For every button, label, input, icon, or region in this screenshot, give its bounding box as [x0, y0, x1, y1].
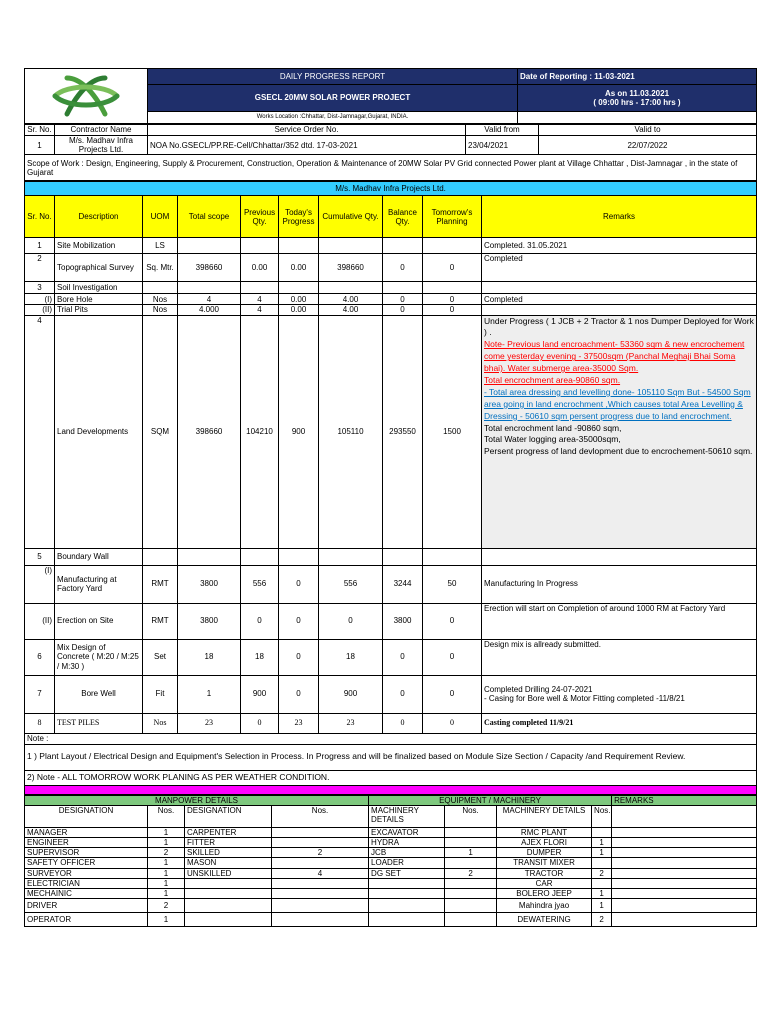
remark-line: Persent progress of land devlopment due to encrochement-50610 sqm.: [484, 446, 753, 457]
machinery-2: DEWATERING: [497, 913, 592, 927]
remark-note-blue: - Total area dressing and levelling done- 105110 Sqm But - 54500 Sqm area going in land encrochment ,Which causes total Area Levelling & Dressing - 50610 sqm persent progress due to land encrochment.: [484, 386, 751, 421]
row-remarks: Completed: [482, 294, 757, 305]
notes-label: Note :: [25, 733, 757, 744]
row-cum: 0: [319, 603, 383, 639]
reporting-hours: ( 09:00 hrs - 17:00 hrs ): [593, 98, 681, 108]
valid-to-header: Valid to: [539, 125, 757, 136]
leaf-logo-icon: [47, 70, 125, 122]
service-order-no: NOA No.GSECL/PP.RE-Cell/Chhattar/352 dtd. 17-03-2021: [148, 136, 466, 155]
row-tom: 0: [423, 305, 482, 315]
row-total: 4: [178, 294, 241, 305]
row-tom: 0: [423, 294, 482, 305]
resource-row: [25, 837, 757, 847]
remarks-title: REMARKS: [612, 795, 757, 805]
resource-row: [25, 913, 757, 927]
machinery: LOADER: [369, 858, 445, 868]
table-row: [25, 315, 757, 548]
nos-2: [272, 913, 369, 927]
designation-2: MASON: [185, 858, 272, 868]
row-remarks: Completed: [482, 254, 757, 282]
col-tomorrow: Tomorrow's Planning: [423, 196, 482, 238]
row-srno: 3: [25, 282, 55, 294]
report-title: DAILY PROGRESS REPORT: [148, 69, 518, 85]
row-total: [178, 238, 241, 254]
remarks-cell: [612, 913, 757, 927]
machinery-2: TRANSIT MIXER: [497, 858, 592, 868]
designation: MANAGER: [25, 827, 148, 837]
row-bal: 0: [383, 639, 423, 675]
row-description: Trial Pits: [55, 305, 143, 315]
machinery: [369, 899, 445, 913]
remarks-cell: [612, 827, 757, 837]
machinery-2: AJEX FLORI: [497, 837, 592, 847]
row-uom: Nos: [143, 294, 178, 305]
col-balance: Balance Qty.: [383, 196, 423, 238]
company-banner: M/s. Madhav Infra Projects Ltd.: [25, 182, 757, 196]
machinery-nos-2: 2: [592, 868, 612, 878]
row-cum: 398660: [319, 254, 383, 282]
machinery-header: MACHINERY DETAILS: [369, 805, 445, 827]
remarks-cell: [612, 888, 757, 898]
row-today: [279, 238, 319, 254]
row-today: 900: [279, 315, 319, 548]
row-tom: 0: [423, 254, 482, 282]
row-prev: [241, 238, 279, 254]
nos-header-2: Nos.: [272, 805, 369, 827]
row-description: Boundary Wall: [55, 548, 143, 565]
designation: SUPERVISOR: [25, 848, 148, 858]
row-today: 0: [279, 565, 319, 603]
row-bal: 0: [383, 713, 423, 733]
nos-2: [272, 888, 369, 898]
col-today: Today's Progress: [279, 196, 319, 238]
row-bal: 293550: [383, 315, 423, 548]
nos-2: 4: [272, 868, 369, 878]
row-prev: 0.00: [241, 254, 279, 282]
machinery-nos-2: 1: [592, 837, 612, 847]
row-total: 4.000: [178, 305, 241, 315]
valid-from-header: Valid from: [466, 125, 539, 136]
machinery-nos: [445, 878, 497, 888]
logo-cell: [25, 69, 148, 124]
row-description: TEST PILES: [55, 713, 143, 733]
progress-report-sheet: [24, 68, 756, 927]
nos: 1: [148, 888, 185, 898]
service-order-header: Service Order No.: [148, 125, 466, 136]
works-location: Works Location :Chhattar, Dist-Jamnagar,Gujarat, INDIA.: [148, 111, 518, 123]
designation: ENGINEER: [25, 837, 148, 847]
machinery-nos: 2: [445, 868, 497, 878]
row-srno: (I): [25, 565, 55, 603]
project-title: GSECL 20MW SOLAR POWER PROJECT: [148, 85, 518, 111]
row-uom: Nos: [143, 305, 178, 315]
machinery-nos: [445, 899, 497, 913]
remark-note-red: Total encrochment area-90860 sqm.: [484, 375, 621, 386]
machinery-nos-2: [592, 878, 612, 888]
row-remarks: Casting completed 11/9/21: [482, 713, 757, 733]
resource-row: [25, 888, 757, 898]
remark-line: Under Progress ( 1 JCB + 2 Tractor & 1 nos Dumper Deployed for Work ) .: [484, 315, 754, 338]
designation: OPERATOR: [25, 913, 148, 927]
machinery-header-2: MACHINERY DETAILS: [497, 805, 592, 827]
row-today: 0: [279, 675, 319, 713]
table-row: [25, 282, 757, 294]
scope-of-work: Scope of Work : Design, Engineering, Supply & Procurement, Construction, Operation & Maintenance of 20MW Solar PV Grid connected Power plant at Village Chhattar , Dist-Jamnagar , in the state of Gujarat: [25, 155, 757, 181]
row-prev: 18: [241, 639, 279, 675]
nos: 1: [148, 868, 185, 878]
row-prev: 0: [241, 603, 279, 639]
date-of-reporting: Date of Reporting : 11-03-2021: [518, 69, 757, 85]
row-tom: 0: [423, 713, 482, 733]
remarks-cell: [612, 848, 757, 858]
row-remarks: [482, 315, 757, 548]
designation: ELECTRICIAN: [25, 878, 148, 888]
row-prev: 556: [241, 565, 279, 603]
row-uom: Nos: [143, 713, 178, 733]
resource-row: [25, 899, 757, 913]
row-uom: RMT: [143, 565, 178, 603]
row-today: 0.00: [279, 294, 319, 305]
row-total: 3800: [178, 565, 241, 603]
note-1: 1 ) Plant Layout / Electrical Design and Equipment's Selection in Process. In Progress and will be finalized based on Module Size Section / Capacity /and Requirement Review.: [25, 744, 757, 770]
row-cum: 105110: [319, 315, 383, 548]
row-description: Topographical Survey: [55, 254, 143, 282]
row-tom: 0: [423, 603, 482, 639]
col-total-scope: Total scope: [178, 196, 241, 238]
table-row: [25, 305, 757, 315]
row-srno: (I): [25, 294, 55, 305]
row-prev: 4: [241, 294, 279, 305]
machinery: [369, 878, 445, 888]
designation: SAFETY OFFICER: [25, 858, 148, 868]
col-previous: Previous Qty.: [241, 196, 279, 238]
row-bal: [383, 238, 423, 254]
resource-row: [25, 848, 757, 858]
col-srno: Sr. No.: [25, 196, 55, 238]
remark-note-red: Note- Previous land encroachment- 53360 sqm & new encrochement come yesterday evening - 37500sqm (Panchal Meghaji Bhai Soma bhai). Water submerge area-35000 Sqm.: [484, 339, 745, 374]
nos: 1: [148, 858, 185, 868]
nos-2: 2: [272, 848, 369, 858]
row-srno: (II): [25, 305, 55, 315]
machinery: JCB: [369, 848, 445, 858]
machinery-nos-header: Nos.: [445, 805, 497, 827]
note-2: 2) Note - ALL TOMORROW WORK PLANING AS PER WEATHER CONDITION.: [25, 770, 757, 785]
row-cum: 900: [319, 675, 383, 713]
row-today: 0.00: [279, 305, 319, 315]
row-prev: 0: [241, 713, 279, 733]
remarks-cell: [612, 837, 757, 847]
resource-row: [25, 868, 757, 878]
row-remarks: [482, 305, 757, 315]
valid-from: 23/04/2021: [466, 136, 539, 155]
machinery-2: DUMPER: [497, 848, 592, 858]
contract-srno-header: Sr. No.: [25, 125, 55, 136]
machinery-nos: [445, 913, 497, 927]
remarks-cell: [612, 878, 757, 888]
designation-2: SKILLED: [185, 848, 272, 858]
row-cum: 4.00: [319, 294, 383, 305]
row-prev: 4: [241, 305, 279, 315]
table-row: [25, 294, 757, 305]
as-on-label: As on 11.03.2021: [604, 88, 670, 98]
row-remarks: Manufacturing In Progress: [482, 565, 757, 603]
designation-2: UNSKILLED: [185, 868, 272, 878]
row-total: 3800: [178, 603, 241, 639]
machinery-nos: 1: [445, 848, 497, 858]
remarks-cell: [612, 899, 757, 913]
nos: 2: [148, 848, 185, 858]
nos-2: [272, 827, 369, 837]
manpower-title: MANPOWER DETAILS: [25, 795, 369, 805]
nos: 1: [148, 913, 185, 927]
machinery-nos: [445, 827, 497, 837]
row-srno: 1: [25, 238, 55, 254]
row-description: Mix Design of Concrete ( M:20 / M:25 / M:30 ): [55, 639, 143, 675]
machinery: [369, 888, 445, 898]
nos-2: [272, 878, 369, 888]
remark-line: Total Water logging area-35000sqm,: [484, 434, 621, 445]
row-uom: Set: [143, 639, 178, 675]
nos-2: [272, 899, 369, 913]
resource-row: [25, 858, 757, 868]
row-uom: RMT: [143, 603, 178, 639]
row-tom: 0: [423, 675, 482, 713]
table-row: [25, 603, 757, 639]
machinery-nos-header-2: Nos.: [592, 805, 612, 827]
row-srno: 5: [25, 548, 55, 565]
row-srno: 8: [25, 713, 55, 733]
designation-2: [185, 913, 272, 927]
remarks-cell: [612, 858, 757, 868]
row-today: 0: [279, 603, 319, 639]
row-remarks: Design mix is allready submitted.: [482, 639, 757, 675]
row-uom: Fit: [143, 675, 178, 713]
row-srno: 6: [25, 639, 55, 675]
remarks-cell: [612, 868, 757, 878]
nos-2: [272, 858, 369, 868]
row-tom: 0: [423, 639, 482, 675]
equipment-title: EQUIPMENT / MACHINERY: [369, 795, 612, 805]
table-row: [25, 238, 757, 254]
as-on-date: [518, 85, 757, 111]
designation-2: [185, 888, 272, 898]
row-prev: 104210: [241, 315, 279, 548]
designation: DRIVER: [25, 899, 148, 913]
machinery-nos: [445, 837, 497, 847]
machinery-2: BOLERO JEEP: [497, 888, 592, 898]
contractor-name: M/s. Madhav Infra Projects Ltd.: [55, 136, 148, 155]
progress-table: [24, 181, 757, 794]
remark-line: Total encrochment land -90860 sqm,: [484, 422, 622, 433]
machinery-nos: [445, 888, 497, 898]
row-prev: 900: [241, 675, 279, 713]
row-uom: Sq. Mtr.: [143, 254, 178, 282]
resource-row: [25, 878, 757, 888]
table-row: [25, 675, 757, 713]
machinery-nos: [445, 858, 497, 868]
row-total: 1: [178, 675, 241, 713]
contract-srno: 1: [25, 136, 55, 155]
row-total: 23: [178, 713, 241, 733]
row-description: Site Mobilization: [55, 238, 143, 254]
row-total: 18: [178, 639, 241, 675]
col-remarks: Remarks: [482, 196, 757, 238]
table-row: [25, 713, 757, 733]
machinery-nos-2: [592, 858, 612, 868]
machinery-2: RMC PLANT: [497, 827, 592, 837]
row-srno: 7: [25, 675, 55, 713]
row-srno: (II): [25, 603, 55, 639]
row-bal: 3244: [383, 565, 423, 603]
row-cum: 4.00: [319, 305, 383, 315]
resources-table: [24, 795, 757, 928]
row-tom: 1500: [423, 315, 482, 548]
row-total: 398660: [178, 315, 241, 548]
nos: 2: [148, 899, 185, 913]
machinery: EXCAVATOR: [369, 827, 445, 837]
designation-header-2: DESIGNATION: [185, 805, 272, 827]
col-description: Description: [55, 196, 143, 238]
nos-2: [272, 837, 369, 847]
row-bal: 0: [383, 294, 423, 305]
row-remarks: Completed Drilling 24-07-2021 - Casing for Bore well & Motor Fitting completed -11/8/21: [482, 675, 757, 713]
resource-row: [25, 827, 757, 837]
designation-header: DESIGNATION: [25, 805, 148, 827]
row-cum: 18: [319, 639, 383, 675]
machinery-nos-2: [592, 827, 612, 837]
machinery: DG SET: [369, 868, 445, 878]
row-today: 0.00: [279, 254, 319, 282]
machinery-nos-2: 1: [592, 899, 612, 913]
table-row: [25, 254, 757, 282]
row-bal: 0: [383, 254, 423, 282]
nos: 1: [148, 827, 185, 837]
col-cumulative: Cumulative Qty.: [319, 196, 383, 238]
machinery: [369, 913, 445, 927]
row-srno: 4: [25, 315, 55, 548]
contractor-header: Contractor Name: [55, 125, 148, 136]
contract-table: [24, 124, 757, 181]
designation: MECHAINIC: [25, 888, 148, 898]
row-total: 398660: [178, 254, 241, 282]
machinery-2: CAR: [497, 878, 592, 888]
row-today: 0: [279, 639, 319, 675]
report-header: [24, 68, 757, 124]
valid-to: 22/07/2022: [539, 136, 757, 155]
row-cum: 556: [319, 565, 383, 603]
designation-2: CARPENTER: [185, 827, 272, 837]
row-remarks: Erection will start on Completion of around 1000 RM at Factory Yard: [482, 603, 757, 639]
row-cum: 23: [319, 713, 383, 733]
row-description: Manufacturing at Factory Yard: [55, 565, 143, 603]
row-tom: [423, 238, 482, 254]
machinery-nos-2: 1: [592, 848, 612, 858]
machinery: HYDRA: [369, 837, 445, 847]
row-uom: SQM: [143, 315, 178, 548]
row-today: 23: [279, 713, 319, 733]
row-bal: 0: [383, 675, 423, 713]
designation-2: FITTER: [185, 837, 272, 847]
blank-cell: [518, 111, 757, 123]
nos: 1: [148, 878, 185, 888]
row-cum: [319, 238, 383, 254]
row-description: Soil Investigation: [55, 282, 143, 294]
row-description: Land Developments: [55, 315, 143, 548]
machinery-nos-2: 1: [592, 888, 612, 898]
row-description: Bore Well: [55, 675, 143, 713]
table-row: [25, 548, 757, 565]
row-bal: 0: [383, 305, 423, 315]
company-logo: [27, 69, 145, 123]
designation: SURVEYOR: [25, 868, 148, 878]
col-uom: UOM: [143, 196, 178, 238]
machinery-2: TRACTOR: [497, 868, 592, 878]
section-divider: [25, 785, 757, 794]
remarks-cell: [612, 805, 757, 827]
machinery-2: Mahindra jyao: [497, 899, 592, 913]
row-bal: 3800: [383, 603, 423, 639]
table-row: [25, 639, 757, 675]
nos: 1: [148, 837, 185, 847]
row-description: Bore Hole: [55, 294, 143, 305]
row-remarks: Completed. 31.05.2021: [482, 238, 757, 254]
row-uom: LS: [143, 238, 178, 254]
designation-2: [185, 878, 272, 888]
machinery-nos-2: 2: [592, 913, 612, 927]
nos-header: Nos.: [148, 805, 185, 827]
row-tom: 50: [423, 565, 482, 603]
row-srno: 2: [25, 254, 55, 282]
designation-2: [185, 899, 272, 913]
row-description: Erection on Site: [55, 603, 143, 639]
table-row: [25, 565, 757, 603]
